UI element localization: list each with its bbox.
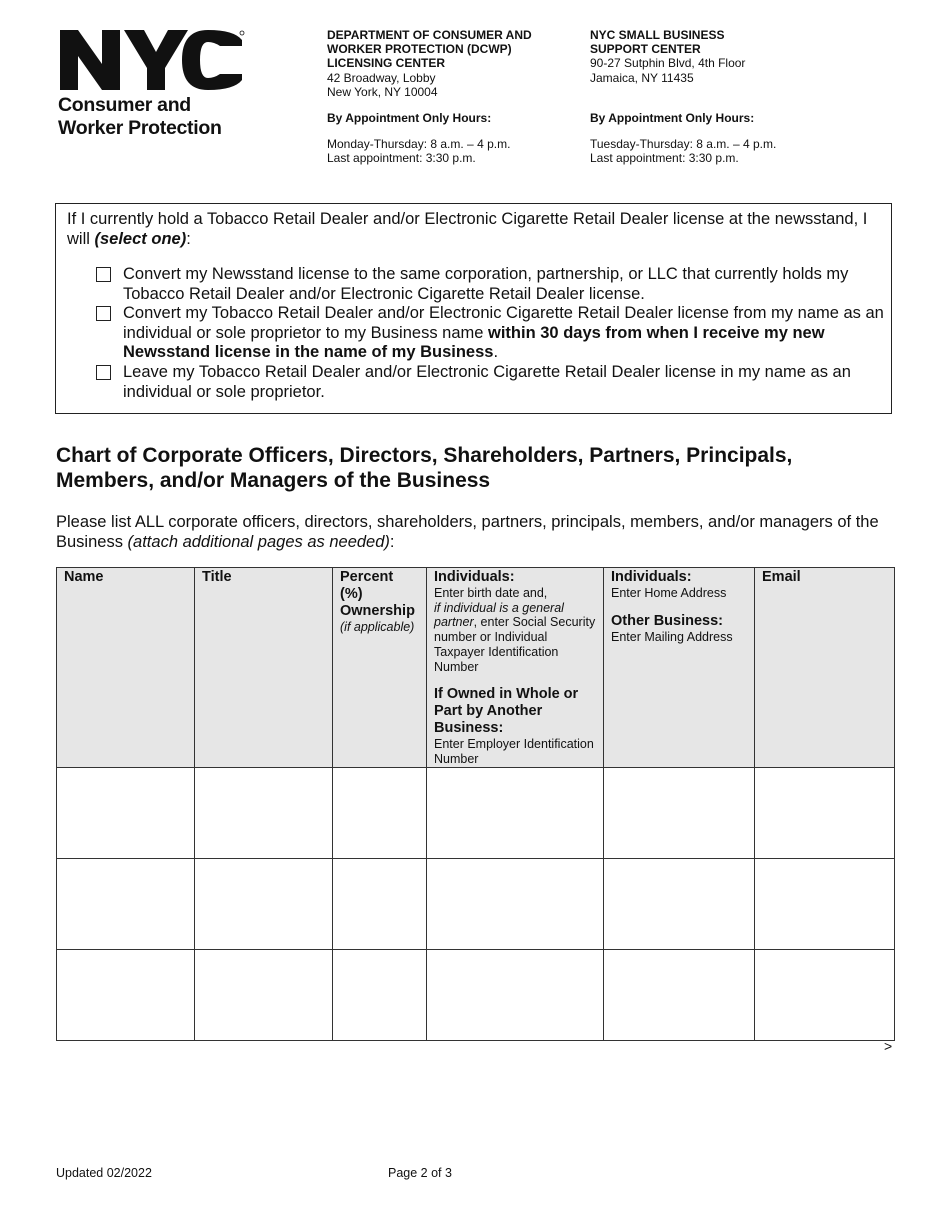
email-field[interactable] [755,950,894,1040]
title-field[interactable] [195,950,332,1040]
name-field[interactable] [57,768,194,858]
column-percent-ownership: Percent (%) Ownership (if applicable) [333,568,427,768]
agency-name: Consumer and Worker Protection [58,94,222,139]
identification-field[interactable] [427,768,603,858]
name-field[interactable] [57,950,194,1040]
option-1-text: Convert my Newsstand license to the same corporation, partnership, or LLC that currently holds my Tobacco Retail Dealer and/or Electronic Cigarette Retail Dealer license. [123,265,849,303]
center-name-line: NYC SMALL BUSINESS [590,28,725,42]
officers-table [56,567,895,1041]
chart-intro: Please list ALL corporate officers, directors, shareholders, partners, principals, members, and/or managers of the Business (attach additional pages as needed): [56,513,879,551]
option-2-checkbox[interactable] [96,306,111,321]
name-field[interactable] [57,859,194,949]
table-header-row [57,568,895,768]
updated-date: Updated 02/2022 [56,1166,152,1180]
small-business-center-info [590,28,830,165]
page-number: Page 2 of 3 [388,1166,452,1180]
identification-field[interactable] [427,859,603,949]
address-field[interactable] [604,768,754,858]
option-3-checkbox[interactable] [96,365,111,380]
center-name-line: WORKER PROTECTION (DCWP) [327,42,512,57]
percent-field[interactable] [333,768,426,858]
table-row [57,858,895,949]
dcwp-licensing-center-info [327,28,567,166]
last-appointment-text: Last appointment: 3:30 p.m. [327,151,476,166]
center-name-line: DEPARTMENT OF CONSUMER AND [327,28,532,42]
address-field[interactable] [604,950,754,1040]
nyc-dcwp-logo [58,28,248,140]
table-row [57,767,895,858]
center-address: 42 Broadway, Lobby [327,70,436,85]
percent-field[interactable] [333,859,426,949]
column-identification: Individuals: Enter birth date and, if individual is a general partner, enter Social Security number or Individual Taxpayer Identification Number If Owned in Whole or Part by Another Business: Enter Employer Identification Number [427,568,604,768]
percent-field[interactable] [333,950,426,1040]
hours-text: Monday-Thursday: 8 a.m. – 4 p.m. [327,137,511,152]
option-1-checkbox[interactable] [96,267,111,282]
center-address: New York, NY 10004 [327,84,438,99]
center-name-line: LICENSING CENTER [327,56,446,71]
option-3-text: Leave my Tobacco Retail Dealer and/or Electronic Cigarette Retail Dealer license in my name as an individual or sole proprietor. [123,363,851,401]
center-address: Jamaica, NY 11435 [590,70,694,85]
column-name: Name [57,568,195,768]
last-appointment-text: Last appointment: 3:30 p.m. [590,151,739,166]
selection-intro: If I currently hold a Tobacco Retail Dealer and/or Electronic Cigarette Retail Dealer license at the newsstand, I will (select one): [67,210,868,248]
column-address: Individuals: Enter Home Address Other Business: Enter Mailing Address [604,568,755,768]
center-name-line: SUPPORT CENTER [590,42,701,57]
title-field[interactable] [195,768,332,858]
identification-field[interactable] [427,950,603,1040]
nyc-logo-icon [58,28,246,92]
hours-label: By Appointment Only Hours: [590,110,755,125]
continue-indicator: > [884,1038,893,1054]
center-address: 90-27 Sutphin Blvd, 4th Floor [590,56,746,71]
option-2-text: Convert my Tobacco Retail Dealer and/or Electronic Cigarette Retail Dealer license from my name as an individual or sole proprietor to my Business name within 30 days from when I receive my new Newsstand license in the name of my Business. [123,304,884,361]
email-field[interactable] [755,859,894,949]
column-email: Email [755,568,895,768]
hours-text: Tuesday-Thursday: 8 a.m. – 4 p.m. [590,137,777,152]
column-title: Title [195,568,333,768]
hours-label: By Appointment Only Hours: [327,111,492,126]
tobacco-license-selection-box [55,203,892,414]
email-field[interactable] [755,768,894,858]
table-row [57,949,895,1040]
chart-title: Chart of Corporate Officers, Directors, Shareholders, Partners, Principals, Members, and/or Managers of the Business [56,444,793,492]
title-field[interactable] [195,859,332,949]
address-field[interactable] [604,859,754,949]
